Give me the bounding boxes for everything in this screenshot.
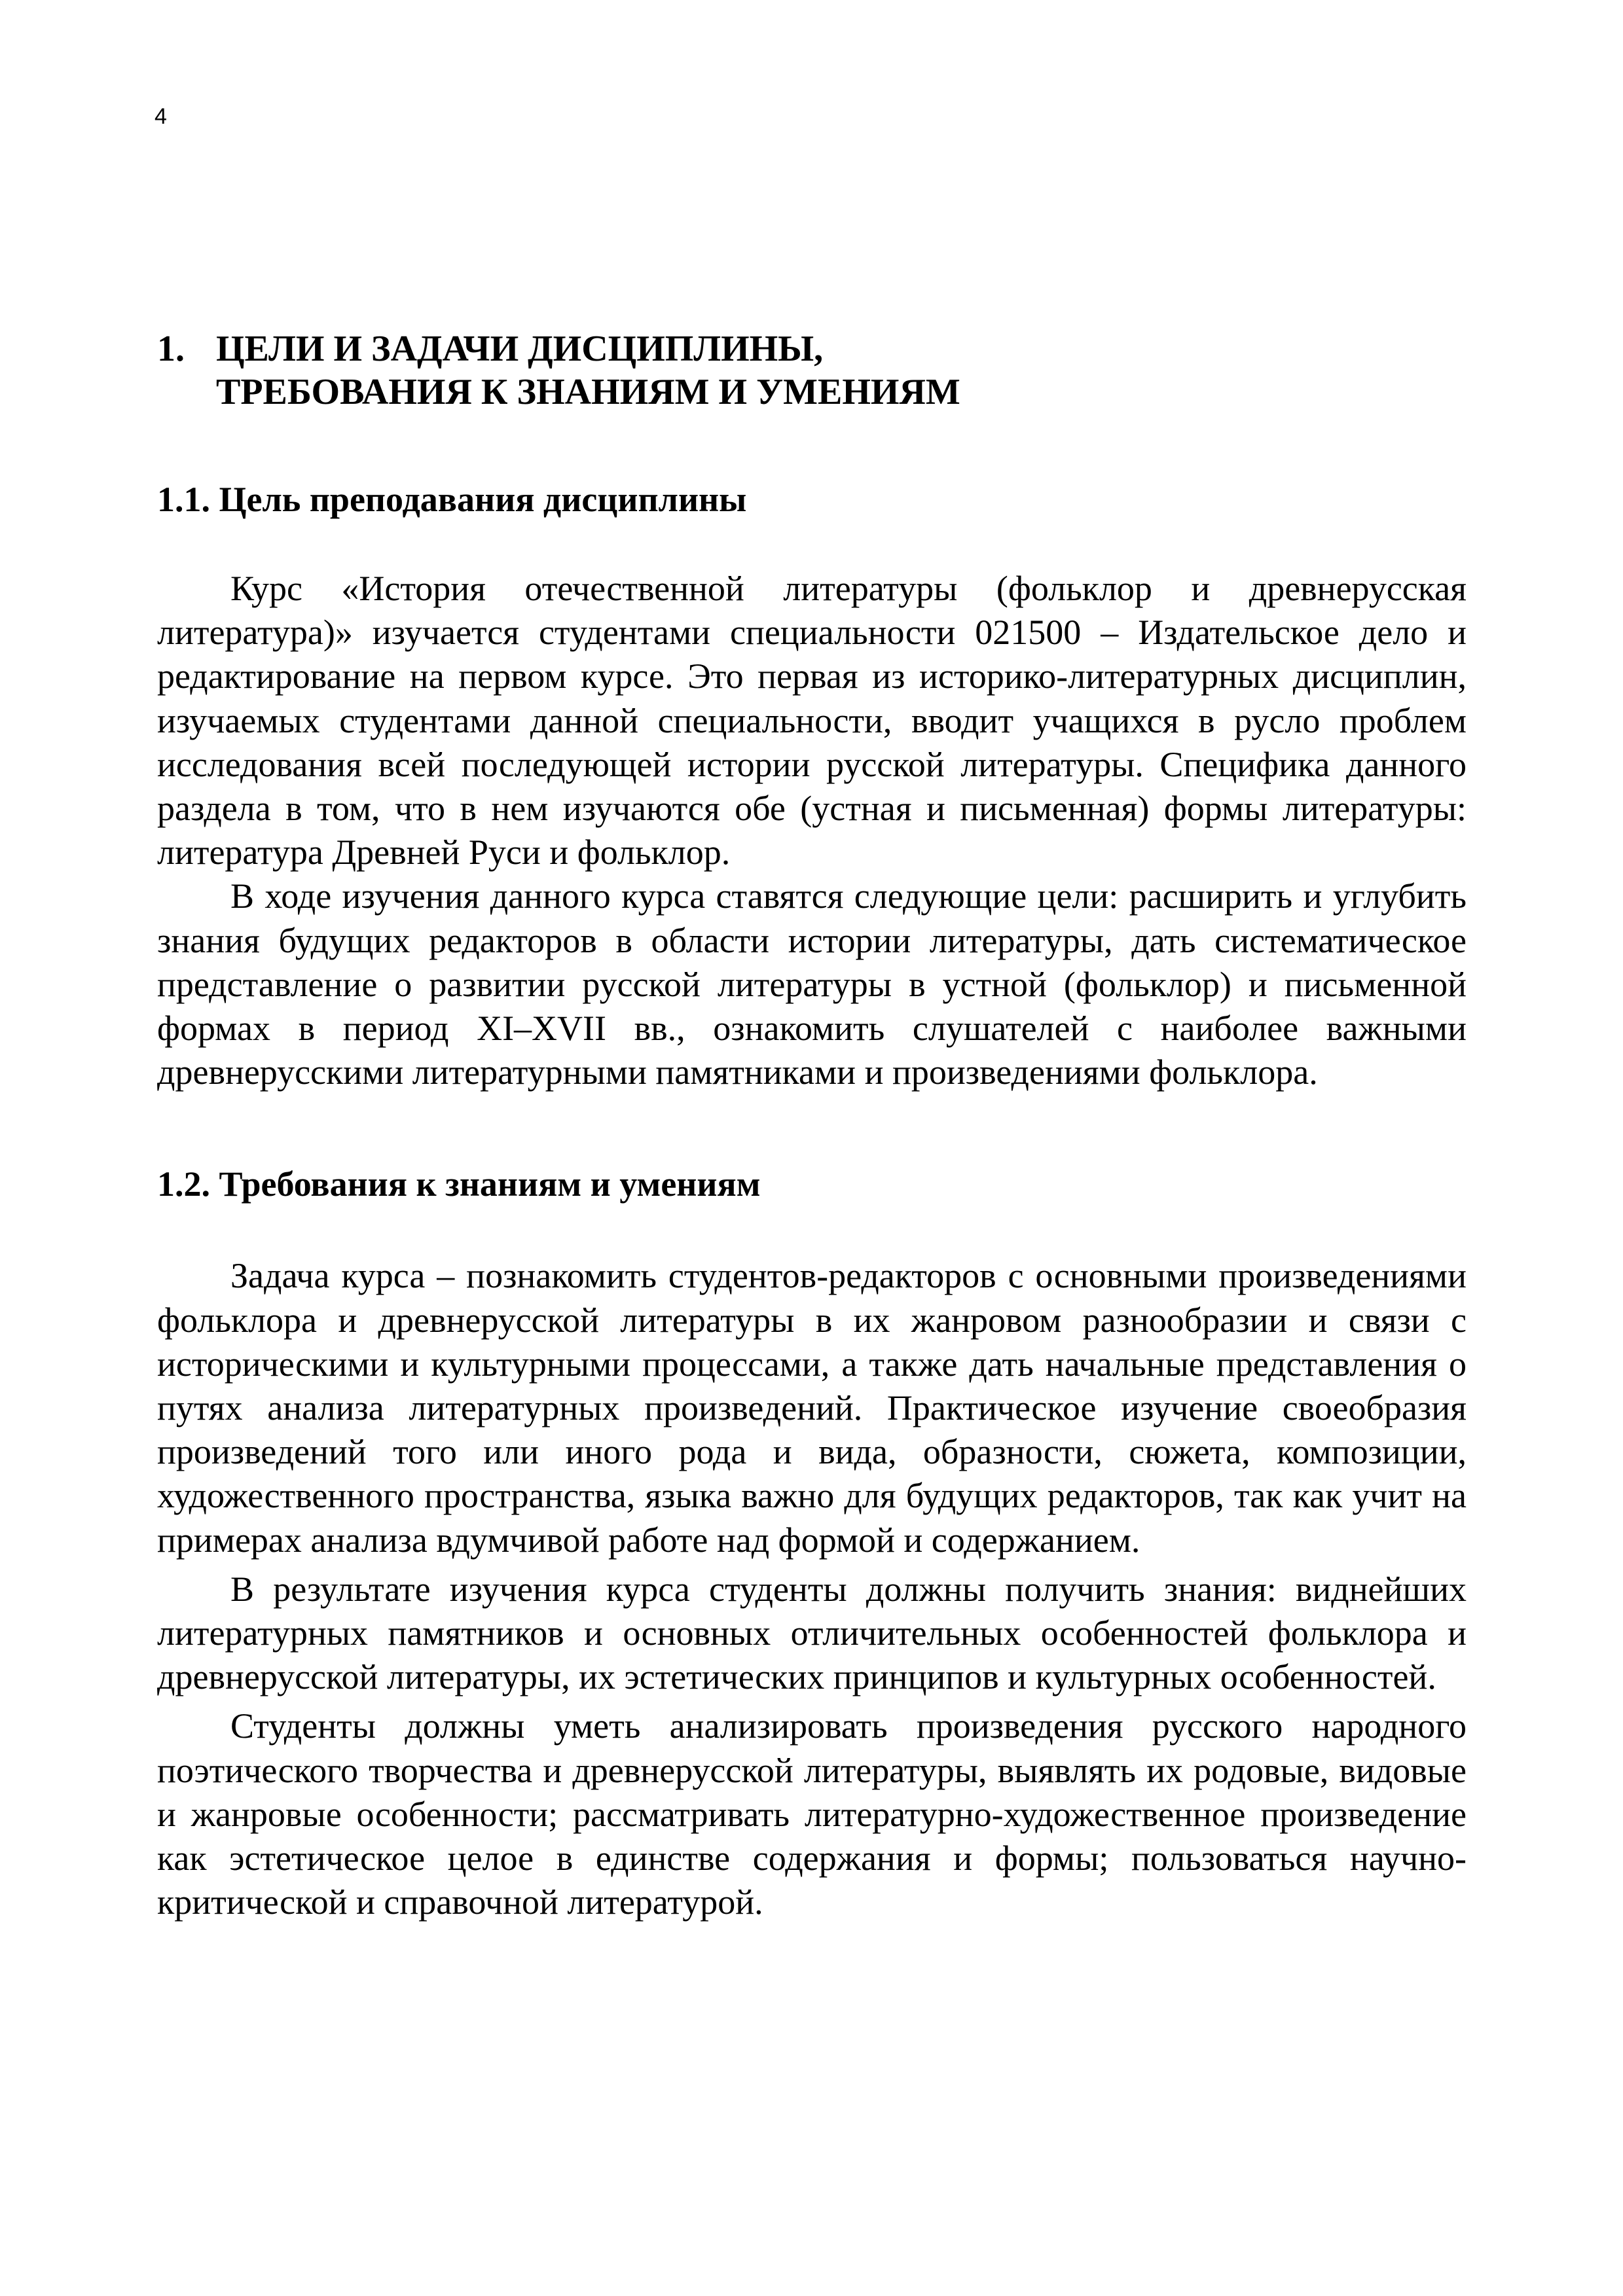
paragraph: Курс «История отечественной литературы (фольклор и древнерусская литература)» изучается студентами специальности 021500 – Издательское дело и редактирование на первом курсе. Это первая из историко-литературных дисциплин, изучаемых студентами данной специальности, вводит учащихся в русло проблем исследования всей последующей истории русской литературы. Специфика данного раздела в том, что в нем изучаются обе (устная и письменная) формы литературы: литература Древней Руси и фольклор. (157, 569, 1467, 872)
page-content (157, 327, 1467, 1924)
section-title: 1.2. Требования к знаниям и умениям (157, 1164, 761, 1204)
paragraph: В ходе изучения данного курса ставятся следующие цели: расширить и углубить знания будущих редакторов в области истории литературы, дать систематическое представление о развитии русской литературы в устной (фольклор) и письменной формах в период XI–XVII вв., ознакомить слушателей с наиболее важными древнерусскими литературными памятниками и произведениями фольклора. (157, 876, 1467, 1092)
paragraph: В результате изучения курса студенты должны получить знания: виднейших литературных памятников и основных отличительных особенностей фольклора и древнерусской литературы, их эстетических принципов и культурных особенностей. (157, 1569, 1467, 1697)
section-goal (157, 478, 1467, 1094)
chapter-title (216, 327, 960, 414)
chapter-heading (157, 327, 1467, 414)
chapter-title-line: ЦЕЛИ И ЗАДАЧИ ДИСЦИПЛИНЫ, (216, 329, 824, 369)
section-requirements (157, 1162, 1467, 1924)
paragraph: Студенты должны уметь анализировать произведения русского народного поэтического творчества и древнерусской литературы, выявлять их родовые, видовые и жанровые особенности; рассматривать литературно-художественное произведение как эстетическое целое в единстве содержания и формы; пользоваться научно-критической и справочной литературой. (157, 1706, 1467, 1922)
chapter-number: 1. (157, 329, 185, 369)
section-title: 1.1. Цель преподавания дисциплины (157, 480, 747, 519)
paragraph: Задача курса – познакомить студентов-редакторов с основными произведениями фольклора и древнерусской литературы в их жанровом разнообразии и связи с историческими и культурными процессами, а также дать начальные представления о путях анализа литературных произведений. Практическое изучение своеобразия произведений того или иного рода и вида, образности, сюжета, композиции, художественного пространства, языка важно для будущих редакторов, так как учит на примерах анализа вдумчивой работе над формой и содержанием. (157, 1256, 1467, 1560)
page-number: 4 (155, 104, 167, 129)
chapter-title-line: ТРЕБОВАНИЯ К ЗНАНИЯМ И УМЕНИЯМ (216, 372, 960, 412)
